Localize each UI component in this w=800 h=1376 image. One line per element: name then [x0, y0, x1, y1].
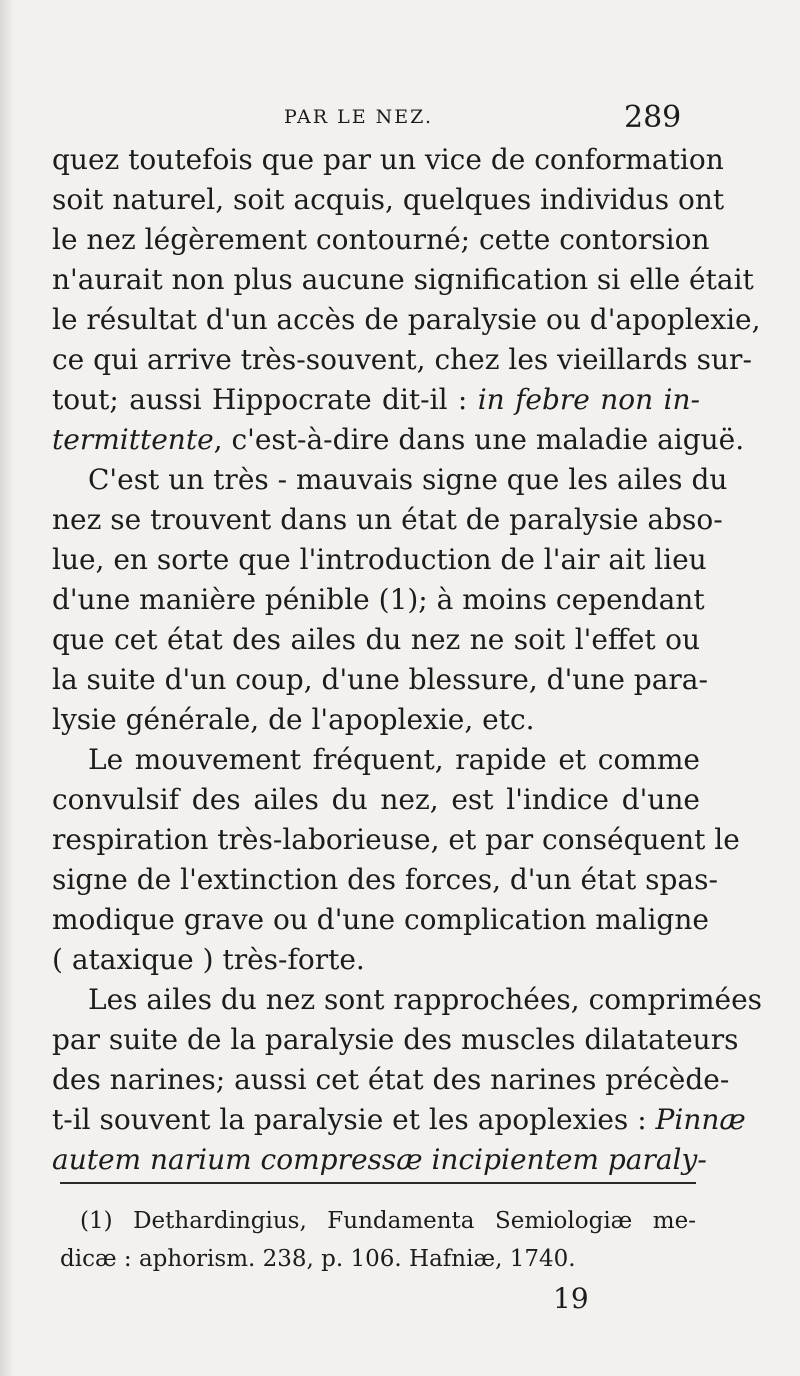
text-line: soit naturel, soit acquis, quelques individus ont — [52, 183, 725, 216]
text-line — [52, 420, 745, 460]
paragraph-start-line: Le mouvement fréquent, rapide et comme — [88, 743, 700, 776]
text-line: d'une manière pénible (1); à moins cependant — [52, 583, 705, 616]
text-line: n'aurait non plus aucune signification si elle était — [52, 263, 754, 296]
text-line: quez toutefois que par un vice de conformation — [52, 143, 724, 176]
signature-mark: 19 — [553, 1282, 589, 1315]
text-run: , c'est-à-dire dans une maladie aiguë. — [213, 423, 745, 456]
text-run: tout; aussi Hippocrate dit-il : — [52, 383, 478, 416]
paragraph-start-line: C'est un très - mauvais signe que les ailes du — [88, 463, 728, 496]
text-line: le résultat d'un accès de paralysie ou d'apoplexie, — [52, 303, 761, 336]
running-title: PAR LE NEZ. — [284, 106, 434, 128]
text-line: modique grave ou d'une complication maligne — [52, 903, 709, 936]
text-line: le nez légèrement contourné; cette contorsion — [52, 223, 710, 256]
text-line — [52, 1140, 707, 1180]
italic-quote: in febre non in- — [477, 383, 700, 416]
footnote — [60, 1202, 696, 1278]
text-line: que cet état des ailes du nez ne soit l'effet ou — [52, 623, 700, 656]
text-line: lue, en sorte que l'introduction de l'air ait lieu — [52, 543, 707, 576]
footnote-line: (1) Dethardingius, Fundamenta Semiologiæ me- — [80, 1208, 696, 1234]
text-line: nez se trouvent dans un état de paralysie abso- — [52, 503, 723, 536]
text-line: lysie générale, de l'apoplexie, etc. — [52, 703, 535, 736]
paragraph-start-line: Les ailes du nez sont rapprochées, comprimées — [88, 983, 763, 1016]
text-line — [52, 380, 700, 420]
body-text — [52, 140, 763, 1180]
text-line: la suite d'un coup, d'une blessure, d'une para- — [52, 663, 708, 696]
running-head — [0, 100, 800, 140]
footnote-rule — [60, 1182, 696, 1184]
text-line: respiration très-laborieuse, et par conséquent le — [52, 823, 740, 856]
italic-quote: termittente — [52, 423, 214, 456]
page-number: 289 — [624, 100, 682, 135]
text-line: ( ataxique ) très-forte. — [52, 943, 365, 976]
text-line: signe de l'extinction des forces, d'un état spas- — [52, 863, 718, 896]
text-line: convulsif des ailes du nez, est l'indice d'une — [52, 783, 700, 816]
text-line — [52, 1100, 746, 1140]
footnote-line: dicæ : aphorism. 238, p. 106. Hafniæ, 1740. — [60, 1246, 576, 1272]
text-line: ce qui arrive très-souvent, chez les vieillards sur- — [52, 343, 752, 376]
italic-quote: Pinnæ — [655, 1103, 746, 1136]
text-line: par suite de la paralysie des muscles dilatateurs — [52, 1023, 739, 1056]
text-run: t-il souvent la paralysie et les apoplexies : — [52, 1103, 656, 1136]
italic-quote: autem narium compressæ incipientem paraly- — [52, 1143, 707, 1176]
text-line: des narines; aussi cet état des narines précède- — [52, 1063, 730, 1096]
